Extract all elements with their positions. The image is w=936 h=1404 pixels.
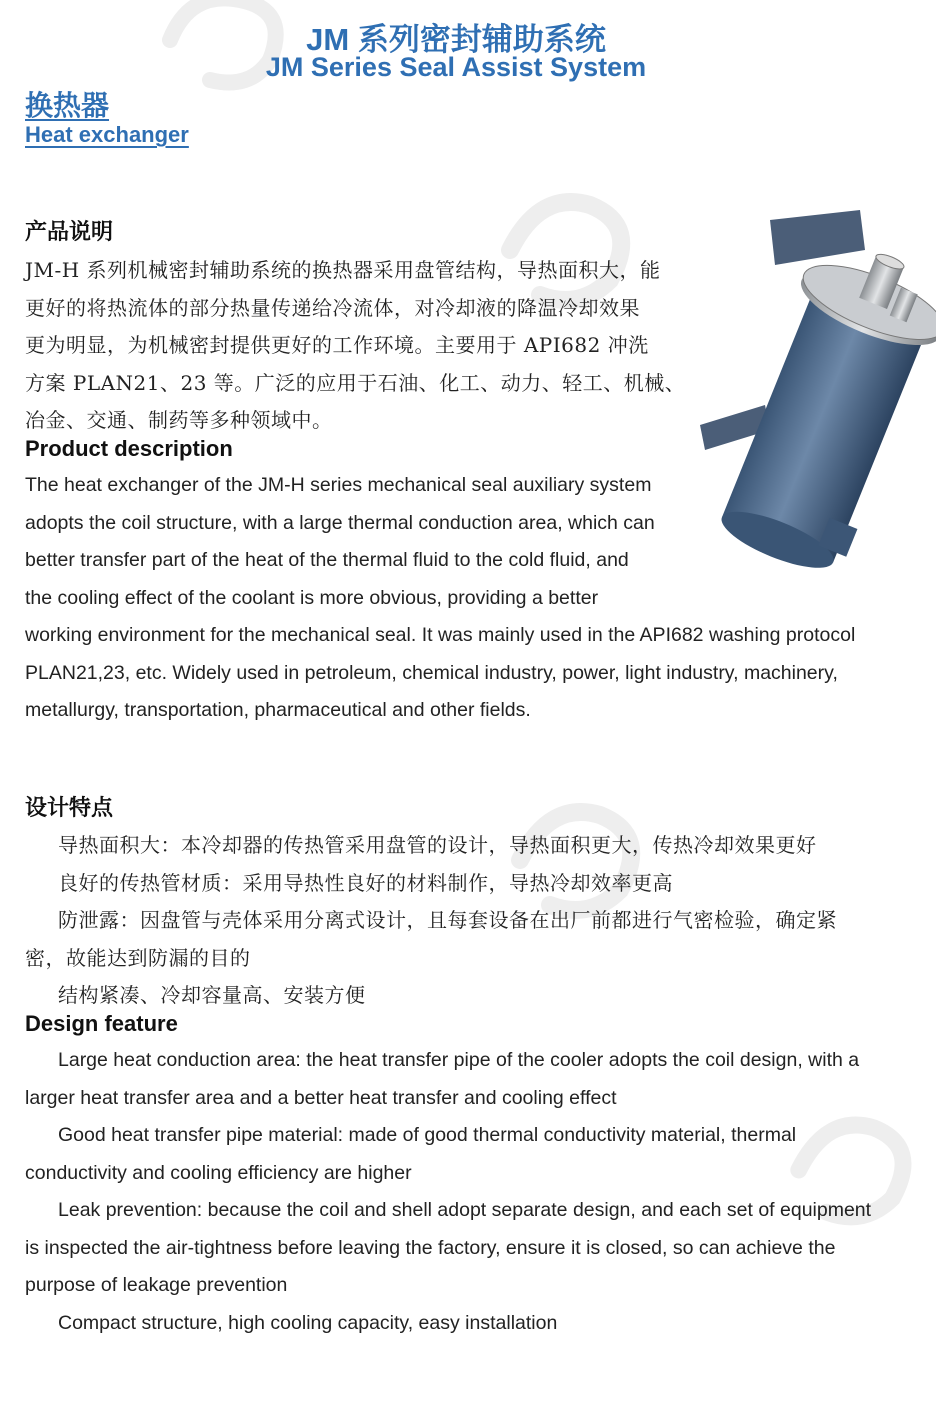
design-feature-cn-line: 结构紧凑、冷却容量高、安装方便 xyxy=(58,983,366,1007)
product-description-en-line: the cooling effect of the coolant is more obvious, providing a better xyxy=(25,587,599,609)
design-feature-en-line: Large heat conduction area: the heat transfer pipe of the cooler adopts the coil design, with a xyxy=(58,1049,860,1071)
product-description-cn-line: 冶金、交通、制药等多种领域中。 xyxy=(25,408,333,432)
design-feature-en-line: purpose of leakage prevention xyxy=(25,1274,288,1296)
section-title-cn: 换热器 xyxy=(25,90,110,121)
product-description-cn-line: 更为明显，为机械密封提供更好的工作环境。主要用于 API682 冲洗 xyxy=(25,333,649,357)
design-heading-cn: 设计特点 xyxy=(25,795,114,820)
design-feature-en-line: conductivity and cooling efficiency are higher xyxy=(25,1162,412,1184)
design-feature-en-line: is inspected the air-tightness before leaving the factory, ensure it is closed, so can achieve the xyxy=(25,1237,836,1259)
design-feature-cn-line: 良好的传热管材质：采用导热性良好的材料制作，导热冷却效率更高 xyxy=(58,871,673,895)
product-description-cn-line: 更好的将热流体的部分热量传递给冷流体，对冷却液的降温冷却效果 xyxy=(25,296,640,320)
product-heading-cn: 产品说明 xyxy=(25,219,114,244)
design-feature-en-line: larger heat transfer area and a better heat transfer and cooling effect xyxy=(25,1087,617,1109)
product-description-cn-line: JM-H 系列机械密封辅助系统的换热器采用盘管结构，导热面积大，能 xyxy=(25,258,661,282)
product-description-en-line: working environment for the mechanical seal. It was mainly used in the API682 washing protocol xyxy=(25,624,856,646)
design-feature-cn-line: 防泄露：因盘管与壳体采用分离式设计，且每套设备在出厂前都进行气密检验，确定紧 xyxy=(58,908,837,932)
design-feature-en-line: Leak prevention: because the coil and shell adopt separate design, and each set of equipment xyxy=(58,1199,872,1221)
design-feature-cn-line: 密，故能达到防漏的目的 xyxy=(25,946,251,970)
heat-exchanger-product-image xyxy=(690,210,936,570)
product-description-cn-line: 方案 PLAN21、23 等。广泛的应用于石油、化工、动力、轻工、机械、 xyxy=(25,371,686,395)
product-heading-en: Product description xyxy=(25,436,233,461)
product-description-en-line: adopts the coil structure, with a large thermal conduction area, which can xyxy=(25,512,655,534)
product-description-en-line: PLAN21,23, etc. Widely used in petroleum, chemical industry, power, light industry, machinery, xyxy=(25,662,838,684)
page-title-cn: JM 系列密封辅助系统 xyxy=(306,22,606,57)
design-heading-en: Design feature xyxy=(25,1011,178,1036)
design-feature-cn-line: 导热面积大：本冷却器的传热管采用盘管的设计，导热面积更大，传热冷却效果更好 xyxy=(58,833,817,857)
design-feature-en-line: Compact structure, high cooling capacity, easy installation xyxy=(58,1312,558,1334)
product-description-en-line: better transfer part of the heat of the thermal fluid to the cold fluid, and xyxy=(25,549,629,571)
page-title-en: JM Series Seal Assist System xyxy=(265,52,647,82)
design-feature-en-line: Good heat transfer pipe material: made of good thermal conductivity material, thermal xyxy=(58,1124,797,1146)
product-description-en-line: metallurgy, transportation, pharmaceutical and other fields. xyxy=(25,699,531,721)
section-title-en: Heat exchanger xyxy=(25,122,189,147)
product-description-en-line: The heat exchanger of the JM-H series mechanical seal auxiliary system xyxy=(25,474,652,496)
